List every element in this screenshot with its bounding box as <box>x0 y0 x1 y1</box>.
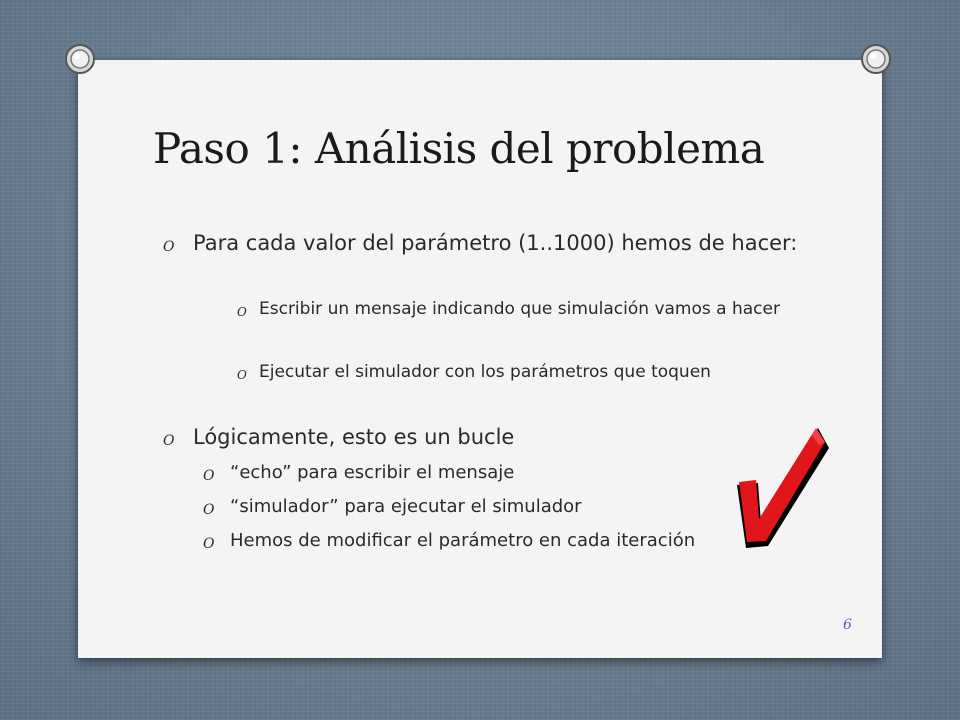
bullet-text: Hemos de modificar el parámetro en cada iteración <box>230 530 696 551</box>
pin-icon <box>60 40 100 80</box>
bullet-text: Escribir un mensaje indicando que simulación vamos a hacer <box>259 299 780 319</box>
checkmark-icon <box>734 428 830 550</box>
page-number: 6 <box>843 617 852 633</box>
bullet-text: Lógicamente, esto es un bucle <box>193 425 515 449</box>
bullet-marker: O <box>203 468 215 484</box>
bullet-marker: O <box>163 433 175 449</box>
bullet-text: Ejecutar el simulador con los parámetros que toquen <box>259 362 711 382</box>
bullet-text: “echo” para escribir el mensaje <box>230 462 515 483</box>
slide-title: Paso 1: Análisis del problema <box>153 124 765 173</box>
bullet-text: Para cada valor del parámetro (1..1000) hemos de hacer: <box>193 231 798 255</box>
pin-icon <box>856 40 896 80</box>
bullet-marker: O <box>163 239 175 255</box>
bullet-marker: O <box>237 368 247 382</box>
bullet-marker: O <box>203 502 215 518</box>
bullet-text: “simulador” para ejecutar el simulador <box>230 496 582 517</box>
bullet-marker: O <box>237 305 247 319</box>
bullet-marker: O <box>203 536 215 552</box>
